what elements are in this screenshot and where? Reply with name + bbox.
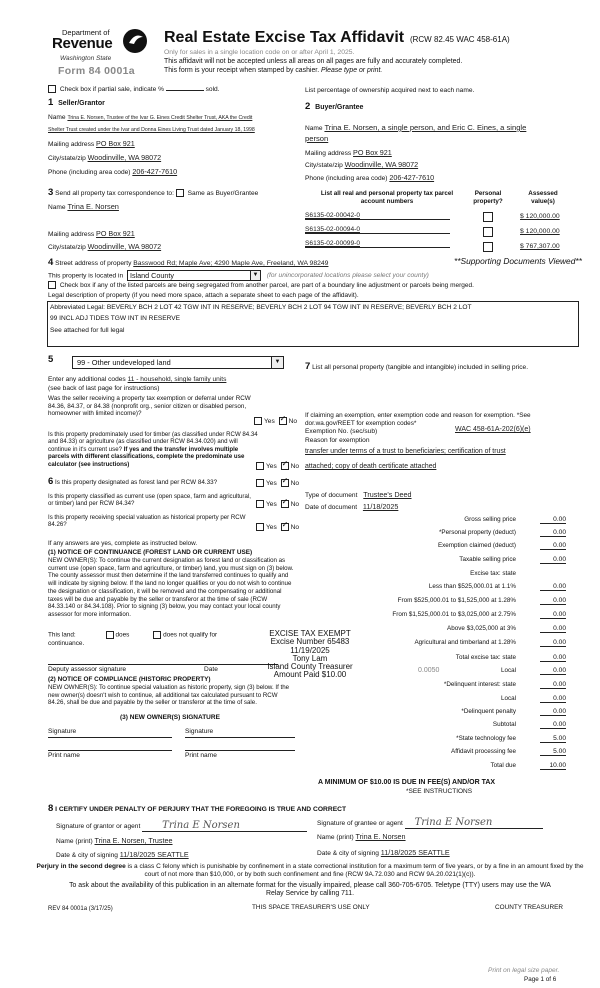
s6-q2-no-checkbox[interactable]: [281, 500, 289, 508]
corr-name-row: [48, 202, 119, 211]
segregated-checkbox[interactable]: [48, 281, 56, 289]
not-accepted-note: This affidavit will not be accepted unless all areas on all pages are fully and accurately completed.: [164, 58, 463, 65]
fee-value[interactable]: 0.00: [540, 597, 566, 605]
fee-value[interactable]: 0.00: [540, 516, 566, 524]
s8-num: 8: [48, 803, 54, 814]
grantor-date-row: [56, 850, 189, 859]
minimum-line2: *SEE INSTRUCTIONS: [406, 788, 473, 795]
treasurer-use: THIS SPACE TREASURER'S USE ONLY: [252, 904, 370, 911]
buyer-name-1[interactable]: Trina E. Norsen, a single person, and Eric C. Eines, a single: [324, 123, 527, 132]
fee-value[interactable]: 5.00: [540, 735, 566, 743]
corr-mail-label: Mailing address: [48, 231, 95, 238]
fee-label: Exemption claimed (deduct): [437, 542, 516, 549]
stamp-line3: 11/19/2025: [290, 645, 330, 655]
grantor-date[interactable]: 11/18/2025 SEATTLE: [119, 850, 189, 859]
dor-logo: [48, 28, 158, 83]
fee-label: *Personal property (deduct): [438, 529, 516, 536]
fee-label: Gross selling price: [464, 516, 516, 523]
print-line-1[interactable]: [48, 750, 172, 751]
does-not-label: does not qualify for: [163, 631, 218, 639]
buyer-mail-row: [305, 148, 392, 157]
list-pct-note: List percentage of ownership acquired next to each name.: [305, 87, 475, 94]
parcel-value-1[interactable]: $ 120,000.00: [520, 213, 560, 220]
certify-text: I CERTIFY UNDER PENALTY OF PERJURY THAT THE FOREGOING IS TRUE AND CORRECT: [55, 806, 347, 813]
s6-q1-no-checkbox[interactable]: [281, 479, 289, 487]
parcel-pp-checkbox-2[interactable]: [483, 227, 493, 237]
q2-text: [48, 431, 258, 468]
perjury-text: is a class C felony which is punishable by confinement in a state correctional institution for a maximum term of five years, or by a fine in an amount fixed by the court of not more than $10,000, or by both such confinement and fine (RCW 9A.72.030 and RCW 9A.20.021(1)(c)).: [127, 863, 584, 878]
if-any-yes: If any answers are yes, complete as instructed below.: [48, 540, 198, 547]
grantor-name[interactable]: Trina E. Norsen, Trustee: [94, 836, 173, 845]
seller-phone-label: Phone (including area code): [48, 169, 131, 176]
seller-heading: [48, 97, 105, 108]
sig-line-1[interactable]: [48, 737, 172, 738]
fee-label: From $1,525,000.01 to $3,025,000 at 2.75%: [392, 611, 516, 618]
local-rate: 0.0050: [418, 667, 440, 674]
doc-date-label: Date of document: [305, 504, 358, 511]
county-treasurer: COUNTY TREASURER: [495, 904, 563, 911]
fee-label: Taxable selling price: [459, 556, 516, 563]
s6-q3-no-label: No: [290, 523, 300, 531]
sig-label-1: Signature: [48, 728, 77, 735]
grantor-signature[interactable]: Trina E Norsen: [142, 820, 307, 832]
buyer-heading: [305, 101, 363, 112]
s6-q2-answers: [256, 500, 299, 508]
corr-mail[interactable]: PO Box 921: [96, 229, 135, 238]
fee-value[interactable]: 0.00: [540, 556, 566, 564]
only-for-note: Only for sales in a single location code on or after April 1, 2025.: [164, 49, 355, 56]
corr-num: 3: [48, 187, 54, 198]
fee-value[interactable]: 0.00: [540, 583, 566, 591]
this-land-row: [48, 631, 217, 639]
s7-text: [305, 362, 577, 372]
continuance-label: continuance.: [48, 640, 85, 647]
grantee-signature[interactable]: Trina E Norsen: [405, 817, 543, 829]
deputy-line[interactable]: [48, 664, 278, 665]
form-number: Form 84 0001a: [58, 65, 135, 77]
parcels-col2: Personal property?: [473, 190, 503, 205]
this-land-label: This land:: [48, 631, 76, 639]
page-number: Page 1 of 6: [524, 976, 557, 983]
grantor-sig-row: [56, 820, 307, 832]
deputy-date-label: Date: [204, 666, 218, 673]
s6-q1-text: Is this property designated as forest land per RCW 84.33?: [55, 479, 218, 486]
s6-q3-yes-checkbox[interactable]: [256, 523, 264, 531]
seller-city[interactable]: Woodinville, WA 98072: [87, 153, 162, 162]
s6-q2-yes-label: Yes: [266, 500, 277, 508]
buyer-mail-label: Mailing address: [305, 150, 352, 157]
corr-city-label: City/state/zip: [48, 244, 86, 251]
doc-date-row: [305, 502, 398, 511]
sold-label: sold.: [205, 85, 220, 93]
fee-value[interactable]: 0.00: [540, 681, 566, 689]
fee-value[interactable]: 5.00: [540, 748, 566, 756]
seller-mail[interactable]: PO Box 921: [96, 139, 135, 148]
parcels-col1: List all real and personal property tax parcel account numbers: [320, 190, 454, 205]
seller-city-label: City/state/zip: [48, 155, 86, 162]
seller-name-2[interactable]: Shelter Trust created under the Ivar and Donna Eines Living Trust dated January 18, 1998: [48, 127, 255, 133]
fee-label: Total excise tax: state: [455, 654, 516, 661]
legal-description-box[interactable]: [47, 301, 579, 347]
dept-line3: Washington State: [60, 55, 112, 62]
seller-title: Seller/Grantor: [58, 100, 105, 107]
fee-label: Less than $525,000.01 at 1.1%: [428, 583, 516, 590]
seller-name-1[interactable]: Trina E. Norsen, Trustee of the Ivar G. Eines Credit Shelter Trust, AKA the Credit: [67, 115, 253, 121]
rev-label: REV 84 0001a (3/17/25): [48, 906, 113, 912]
reason-line2[interactable]: attached; copy of death certificate attached: [305, 463, 437, 470]
minimum-line1: A MINIMUM OF $10.00 IS DUE IN FEE(S) AND/OR TAX: [318, 779, 496, 786]
street-address-row: [48, 257, 328, 268]
reason-line1[interactable]: transfer under terms of a trust to beneficiaries; certification of trust: [305, 448, 506, 455]
s6-q1-no-label: No: [290, 479, 300, 487]
doc-type-label: Type of document: [305, 492, 358, 499]
notice2-text: NEW OWNER(S): To continue special valuation as historic property, sign (3) below. If the new owner(s) doesn't wish to continue, all additional tax calculated pursuant to RCW 84.26, shall be due and payable by the seller or transferor at the time of sale.: [48, 684, 290, 707]
buyer-city-row: [305, 160, 418, 169]
buyer-phone-label: Phone (including area code): [305, 175, 388, 182]
corr-city[interactable]: Woodinville, WA 98072: [87, 242, 162, 251]
stamp-line2: Excise Number 65483: [270, 637, 350, 647]
buyer-city-label: City/state/zip: [305, 162, 343, 169]
fee-label: Subtotal: [492, 721, 516, 728]
deputy-label: Deputy assessor signature: [48, 666, 127, 673]
stamp-line5: Island County Treasurer: [267, 662, 353, 672]
fee-label: *Delinquent interest: state: [443, 681, 516, 688]
s6-q2-yes-checkbox[interactable]: [256, 500, 264, 508]
land-use-value: 99 - Other undeveloped land: [77, 358, 171, 367]
buyer-phone[interactable]: 206-427-7610: [389, 173, 435, 182]
q1-yes-checkbox[interactable]: [254, 417, 262, 425]
q2b-text: If yes and the transfer involves multiple parcels with different classifications, complete the predominate use calculator (see instructions): [48, 445, 245, 468]
sig-label-2: Signature: [185, 728, 214, 735]
perjury-note: [36, 863, 584, 878]
supporting-docs-stamp: **Supporting Documents Viewed**: [454, 256, 582, 266]
same-as-buyer-checkbox[interactable]: [176, 189, 184, 197]
doc-type[interactable]: Trustee's Deed: [363, 490, 412, 499]
exemption-value[interactable]: WAC 458-61A-202(6)(e): [455, 426, 531, 433]
fee-value[interactable]: 0.00: [540, 708, 566, 716]
alt-format-note: To ask about the availability of this publication in an alternate format for the visually impaired, please call 360-705-6705. Teletype (TTY) users may use the WA Relay Service by calling 711.: [69, 882, 551, 897]
receipt-text: This form is your receipt when stamped by cashier.: [164, 67, 320, 74]
fee-value[interactable]: 0.00: [540, 639, 566, 647]
receipt-note: [164, 67, 382, 74]
segregated-label: Check box if any of the listed parcels are being segregated from another parcel, are part of a boundary line adjustment or parcels being merged.: [59, 281, 474, 289]
seller-name-row: [48, 114, 252, 121]
same-as-buyer-label: Same as Buyer/Grantee: [187, 190, 259, 197]
parcels-col3: Assessed value(s): [528, 190, 558, 205]
print-label-2: Print name: [185, 752, 217, 759]
fee-value[interactable]: 0.00: [540, 654, 566, 662]
county-select[interactable]: [127, 270, 261, 281]
grantee-date-row: [317, 848, 450, 857]
notice2-title: (2) NOTICE OF COMPLIANCE (HISTORIC PROPERTY): [48, 676, 211, 683]
dept-line2: Revenue: [52, 35, 113, 52]
corr-mail-row: [48, 229, 135, 238]
grantee-name[interactable]: Trina E. Norsen: [355, 832, 406, 841]
q1-yes-label: Yes: [264, 417, 275, 425]
perjury-bold: Perjury in the second degree: [36, 863, 126, 870]
s6-q1-yes-label: Yes: [266, 479, 277, 487]
notice3-title: (3) NEW OWNER(S) SIGNATURE: [120, 714, 220, 721]
q2-no-checkbox[interactable]: [281, 462, 289, 470]
located-row: [48, 270, 429, 281]
seller-name-label: Name: [48, 114, 66, 121]
grantee-name-row: [317, 832, 406, 841]
legal-paper-note: Print on legal size paper.: [488, 967, 560, 974]
legal-line-2: 99 INCL ADJ TIDES TGW INT IN RESERVE: [50, 315, 181, 322]
s6-num: 6: [48, 476, 54, 487]
q2-answers: [256, 462, 299, 470]
parcel-value-2[interactable]: $ 120,000.00: [520, 228, 560, 235]
grantor-sig-label: Signature of grantor or agent: [56, 823, 141, 830]
county-value: Island County: [129, 271, 174, 280]
fee-value[interactable]: 10.00: [540, 762, 566, 770]
segregated-row: [48, 281, 474, 289]
unincorp-note: (for unincorporated locations please select your county): [266, 272, 429, 280]
q2-yes-label: Yes: [266, 462, 277, 470]
q2a-text: Is this property predominately used for timber (as classified under RCW 84.34 and 84.33) or agriculture (as classified under RCW 84.34.020) and will continue in it's current use?: [48, 431, 258, 453]
legal-label: Legal description of property (if you need more space, attach a separate sheet to each page of the affidavit).: [48, 292, 359, 299]
q2-yes-checkbox[interactable]: [256, 462, 264, 470]
dropdown-arrow-icon: ▼: [250, 271, 260, 280]
located-label: This property is located in: [48, 272, 124, 280]
corr-text: Send all property tax correspondence to:: [55, 190, 174, 197]
additional-value[interactable]: 11 - household, single family units: [127, 376, 227, 383]
partial-sale-label: Check box if partial sale, indicate %: [59, 85, 164, 93]
dropdown-arrow-icon-2: ▼: [271, 357, 283, 368]
corr-name[interactable]: Trina E. Norsen: [67, 202, 119, 211]
q1-no-checkbox[interactable]: [279, 417, 287, 425]
fee-value[interactable]: 0.00: [540, 667, 566, 675]
doc-type-row: [305, 490, 412, 499]
parcel-pp-checkbox-1[interactable]: [483, 212, 493, 222]
q1-no-label: No: [288, 417, 298, 425]
buyer-title: Buyer/Grantee: [315, 104, 364, 111]
seller-city-row: [48, 153, 161, 162]
buyer-phone-row: [305, 173, 434, 182]
fee-label: Agricultural and timberland at 1.28%: [414, 639, 516, 646]
notice1-text: NEW OWNER(S): To continue the current designation as forest land or classification as current use (open space, farm and agriculture, or timber) land, you must sign on (3) below. The county assessor must then determine if the land transferred continues to qualify and will indicate by signing below. If the land no longer qualifies or you do not wish to continue the designation or classification, it will be removed and the compensating or additional taxes will be due and payable by the seller or transferor at the time of sale (RCW 84.33.140 or 84.34.108). Prior to signing (3) below, you may contact your local county assessor for more information.: [48, 557, 294, 618]
fee-value[interactable]: 0.00: [540, 721, 566, 729]
s6-q3-yes-label: Yes: [266, 523, 277, 531]
seller-phone-row: [48, 167, 177, 176]
parcel-value-3[interactable]: $ 767,307.00: [520, 243, 560, 250]
s6-q2-text: Is this property classified as current use (open space, farm and agricultural, or timber) land per RCW 84.34?: [48, 493, 251, 508]
certify-row: [48, 803, 346, 814]
title-rcw: (RCW 82.45 WAC 458-61A): [409, 35, 510, 44]
fee-value[interactable]: 0.00: [540, 542, 566, 550]
correspondence-row: [48, 187, 258, 198]
s7-num: 7: [305, 361, 311, 372]
claim-text: If claiming an exemption, enter exemption code and reason for exemption. *See dor.wa.gov/REET for exemption codes*: [305, 412, 531, 427]
s6-q3-text: Is this property receiving special valuation as historical property per RCW 84.26?: [48, 514, 246, 529]
buyer-name-row: [305, 123, 526, 132]
dept-line1: Department of: [62, 28, 110, 37]
grantee-sig-label: Signature of grantee or agent: [317, 820, 403, 827]
seller-mail-label: Mailing address: [48, 141, 95, 148]
fee-label: Local: [500, 667, 516, 674]
please-text: Please type or print.: [321, 67, 383, 74]
addr-label: Street address of property: [55, 260, 132, 267]
addr-num: 4: [48, 257, 54, 268]
grantee-date-label: Date & city of signing: [317, 850, 379, 857]
grantor-date-label: Date & city of signing: [56, 852, 118, 859]
grantor-name-row: [56, 836, 173, 845]
does-checkbox[interactable]: [106, 631, 114, 639]
buyer-mail[interactable]: PO Box 921: [353, 148, 392, 157]
partial-sale-row: [48, 85, 220, 93]
s6-q1-yes-checkbox[interactable]: [256, 479, 264, 487]
seller-mail-row: [48, 139, 135, 148]
q1-answers: [254, 417, 297, 425]
fee-label: Local: [500, 695, 516, 702]
reason-label: Reason for exemption: [305, 437, 370, 444]
title-text: Real Estate Excise Tax Affidavit: [164, 29, 405, 46]
buyer-name-2[interactable]: person: [305, 134, 329, 143]
stamp-line4: Tony Lam: [292, 653, 328, 663]
s6-q1-answers: [256, 479, 299, 487]
parcel-pin-2[interactable]: S6135-02-00094-0: [305, 226, 450, 234]
grantee-sig-row: [317, 817, 543, 829]
buyer-num: 2: [305, 101, 311, 112]
print-line-2[interactable]: [185, 750, 295, 751]
corr-name-label: Name: [48, 204, 66, 211]
legal-line-3: See attached for full legal: [50, 327, 125, 334]
legal-line-1: Abbreviated Legal: BEVERLY BCH 2 LOT 42 TGW INT IN RESERVE; BEVERLY BCH 2 LOT 94 TGW INT IN RESERVE; BEVERLY BCH 2 LOT: [50, 304, 472, 311]
print-label-1: Print name: [48, 752, 80, 759]
notice1-title: (1) NOTICE OF CONTINUANCE (FOREST LAND OR CURRENT USE): [48, 549, 253, 556]
grantee-name-label: Name (print): [317, 834, 354, 841]
addr-value[interactable]: Basswood Rd; Maple Ave; 4290 Maple Ave, Freeland, WA 98249: [133, 260, 329, 267]
additional-label: Enter any additional codes: [48, 376, 126, 383]
fee-label: Excise tax: state: [470, 570, 516, 577]
land-use-select[interactable]: [72, 356, 284, 369]
partial-sale-checkbox[interactable]: [48, 85, 56, 93]
sig-line-2[interactable]: [185, 737, 295, 738]
see-back: (see back of last page for instructions): [48, 385, 160, 392]
parcel-pp-checkbox-3[interactable]: [483, 242, 493, 252]
s6-q2-no-label: No: [290, 500, 300, 508]
fee-label: *State technology fee: [456, 735, 516, 742]
s7-label: List all personal property (tangible and intangible) included in selling price.: [312, 364, 529, 371]
seller-phone[interactable]: 206-427-7610: [132, 167, 178, 176]
fee-label: From $525,000.01 to $1,525,000 at 1.28%: [397, 597, 516, 604]
stamp-line1: EXCISE TAX EXEMPT: [269, 629, 351, 638]
does-not-checkbox[interactable]: [153, 631, 161, 639]
stamp-line6: Amount Paid $10.00: [273, 670, 347, 680]
grantee-date[interactable]: 11/18/2025 SEATTLE: [380, 848, 450, 857]
grantor-name-label: Name (print): [56, 838, 93, 845]
corr-city-row: [48, 242, 161, 251]
exemption-row: [305, 428, 377, 435]
s6-q1: [48, 478, 258, 486]
buyer-city[interactable]: Woodinville, WA 98072: [344, 160, 419, 169]
additional-codes-row: [48, 376, 226, 383]
fee-label: Above $3,025,000 at 3%: [447, 625, 516, 632]
dor-logo-icon: [122, 28, 148, 54]
parcel-pin-1[interactable]: S6135-02-00042-0: [305, 212, 450, 220]
section5-num: 5: [48, 354, 54, 365]
fee-value[interactable]: 0.00: [540, 529, 566, 537]
form-title: [164, 29, 510, 47]
fee-label: Affidavit processing fee: [451, 748, 516, 755]
q2-no-label: No: [290, 462, 300, 470]
does-label: does: [115, 631, 130, 639]
q1-text: Was the seller receiving a property tax exemption or deferral under RCW 84.36, 84.37, or 84.38 (nonprofit org., senior citizen or disabled person, homeowner with limited income)?: [48, 395, 251, 417]
fee-label: *Delinquent penalty: [461, 708, 516, 715]
fee-label: Total due: [490, 762, 516, 769]
buyer-name-label: Name: [305, 125, 323, 132]
doc-date[interactable]: 11/18/2025: [362, 502, 399, 511]
fee-value[interactable]: 0.00: [540, 695, 566, 703]
exemption-label: Exemption No. (sec/sub): [305, 428, 378, 435]
parcel-pin-3[interactable]: S6135-02-00099-0: [305, 240, 450, 248]
fee-value[interactable]: 0.00: [540, 625, 566, 633]
fee-value[interactable]: 0.00: [540, 611, 566, 619]
partial-pct-field[interactable]: [166, 90, 204, 91]
seller-num: 1: [48, 97, 54, 108]
